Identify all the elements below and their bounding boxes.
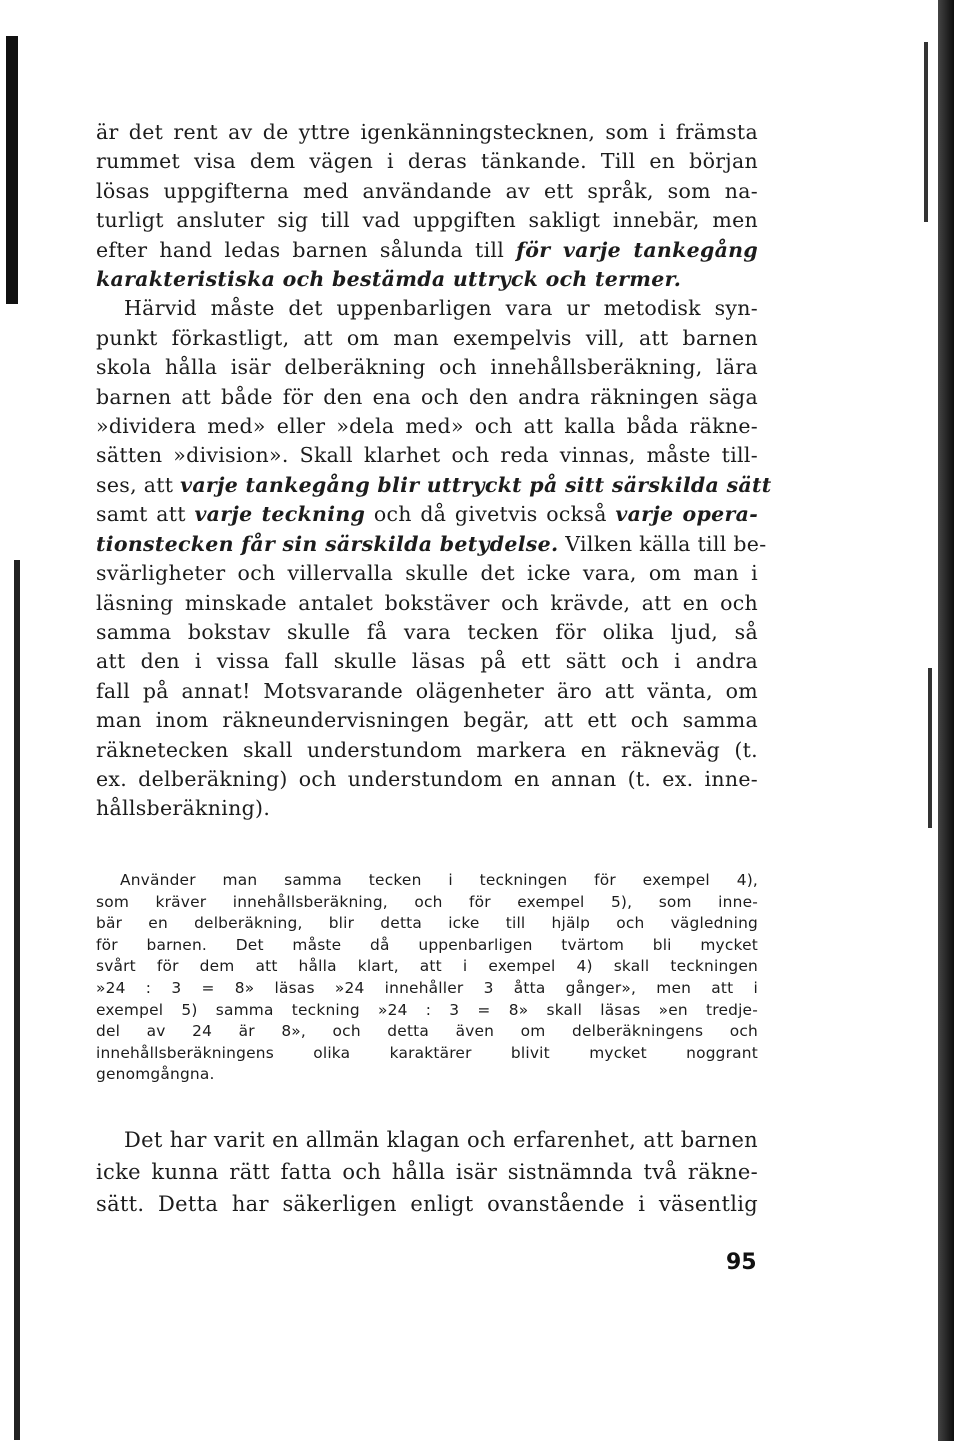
emphasis-text: varje opera-	[615, 502, 758, 527]
text-line	[96, 647, 758, 676]
emphasis-text: tionstecken får sin särskilda betydelse.	[96, 531, 559, 556]
text-line	[96, 500, 758, 529]
text-run: räknetecken skall understundom markera en räkneväg (t.	[96, 737, 758, 762]
text-run: är det rent av de yttre igenkänningstecknen, som i främsta	[96, 120, 758, 144]
text-run: sätten »division». Skall klarhet och reda vinnas, måste till-	[96, 443, 758, 468]
text-line	[96, 530, 767, 559]
scan-edge-left	[6, 36, 18, 304]
text-run: och då givetvis också	[365, 502, 616, 527]
text-line	[96, 324, 758, 353]
text-line	[96, 294, 758, 323]
text-line	[96, 265, 758, 294]
text-line	[96, 736, 758, 765]
text-line	[96, 206, 758, 235]
scan-edge-right-mark-lower	[928, 668, 932, 828]
small-text-line: som kräver innehållsberäkning, och för exempel 5), som inne-	[96, 892, 758, 911]
text-line	[96, 794, 758, 823]
text-line: icke kunna rätt fatta och hålla isär sistnämnda två räkne-	[96, 1160, 758, 1184]
text-line	[96, 618, 758, 647]
text-run: samma bokstav skulle få vara tecken för olika ljud, så	[96, 619, 758, 644]
text-line	[96, 118, 758, 147]
main-paragraphs	[96, 118, 772, 824]
small-text-line: Använder man samma tecken i teckningen för exempel 4),	[120, 871, 758, 889]
text-run: rummet visa dem vägen i deras tänkande. Till en början	[96, 149, 758, 174]
text-line	[96, 147, 758, 176]
small-text-line: del av 24 är 8», och detta även om delberäkningens och	[96, 1022, 758, 1041]
text-line	[96, 559, 758, 588]
text-run: turligt ansluter sig till vad uppgiften sakligt innebär, men	[96, 208, 758, 233]
text-line	[96, 589, 758, 618]
scan-edge-right	[938, 0, 954, 1441]
text-line: sätt. Detta har säkerligen enligt ovanstående i väsentlig	[96, 1192, 758, 1216]
text-line	[96, 706, 758, 735]
small-print-paragraph	[96, 870, 758, 1086]
text-run: fall på annat! Motsvarande olägenheter äro att vänta, om	[96, 678, 758, 703]
text-line	[96, 383, 758, 412]
text-line	[96, 471, 772, 500]
scan-edge-left-lower	[14, 560, 20, 1440]
small-text-line: innehållsberäkningens olika karaktärer blivit mycket noggrant	[96, 1043, 758, 1062]
emphasis-text: varje tankegång blir uttryckt på sitt särskilda sätt	[180, 472, 772, 497]
small-text-line: genomgångna.	[96, 1065, 215, 1084]
small-text-line: för barnen. Det måste då uppenbarligen tvärtom bli mycket	[96, 935, 758, 954]
text-run: hållsberäkning).	[96, 796, 271, 821]
text-run: att den i vissa fall skulle läsas på ett sätt och i andra	[96, 649, 758, 674]
text-line	[96, 177, 758, 206]
text-run: man inom räkneundervisningen begär, att ett och samma	[96, 708, 758, 733]
text-run: efter hand ledas barnen sålunda till	[96, 237, 517, 262]
emphasis-text: karakteristiska och bestämda uttryck och termer.	[96, 267, 682, 292]
small-text-line: exempel 5) samma teckning »24 : 3 = 8» skall läsas »en tredje-	[96, 1000, 758, 1019]
text-run: lösas uppgifterna med användande av ett språk, som na-	[96, 178, 758, 203]
text-run: Vilken källa till be-	[558, 531, 767, 556]
text-run: punkt förkastligt, att om man exempelvis vill, att barnen	[96, 325, 758, 350]
page-number: 95	[726, 1250, 757, 1275]
text-run: »dividera med» eller »dela med» och att kalla båda räkne-	[96, 414, 758, 439]
small-text-line: svårt för dem att hålla klart, att i exempel 4) skall teckningen	[96, 957, 758, 976]
text-run: ex. delberäkning) och understundom en annan (t. ex. inne-	[96, 766, 758, 791]
text-line	[96, 765, 758, 794]
small-text-line: bär en delberäkning, blir detta icke till hjälp och vägledning	[96, 914, 758, 933]
scan-edge-right-mark	[924, 42, 928, 222]
text-run: Härvid måste det uppenbarligen vara ur metodisk syn-	[124, 296, 758, 321]
closing-paragraph	[96, 1124, 758, 1220]
text-line	[96, 441, 758, 470]
text-run: läsning minskade antalet bokstäver och krävde, att en och	[96, 590, 758, 615]
text-run: samt att	[96, 502, 195, 527]
emphasis-text: för varje tankegång	[516, 237, 759, 262]
text-run: barnen att både för den ena och den andra räkningen säga	[96, 384, 758, 409]
text-run: ses, att	[96, 472, 181, 497]
text-line	[96, 353, 758, 382]
emphasis-text: varje teckning	[194, 502, 366, 527]
text-line	[96, 236, 758, 265]
text-line	[96, 412, 758, 441]
text-line: Det har varit en allmän klagan och erfarenhet, att barnen	[124, 1128, 758, 1152]
small-text-line: »24 : 3 = 8» läsas »24 innehåller 3 åtta gånger», men att i	[96, 978, 758, 997]
text-run: skola hålla isär delberäkning och innehållsberäkning, lära	[96, 355, 758, 380]
text-line	[96, 677, 758, 706]
text-run: svärligheter och villervalla skulle det icke vara, om man i	[96, 561, 758, 586]
